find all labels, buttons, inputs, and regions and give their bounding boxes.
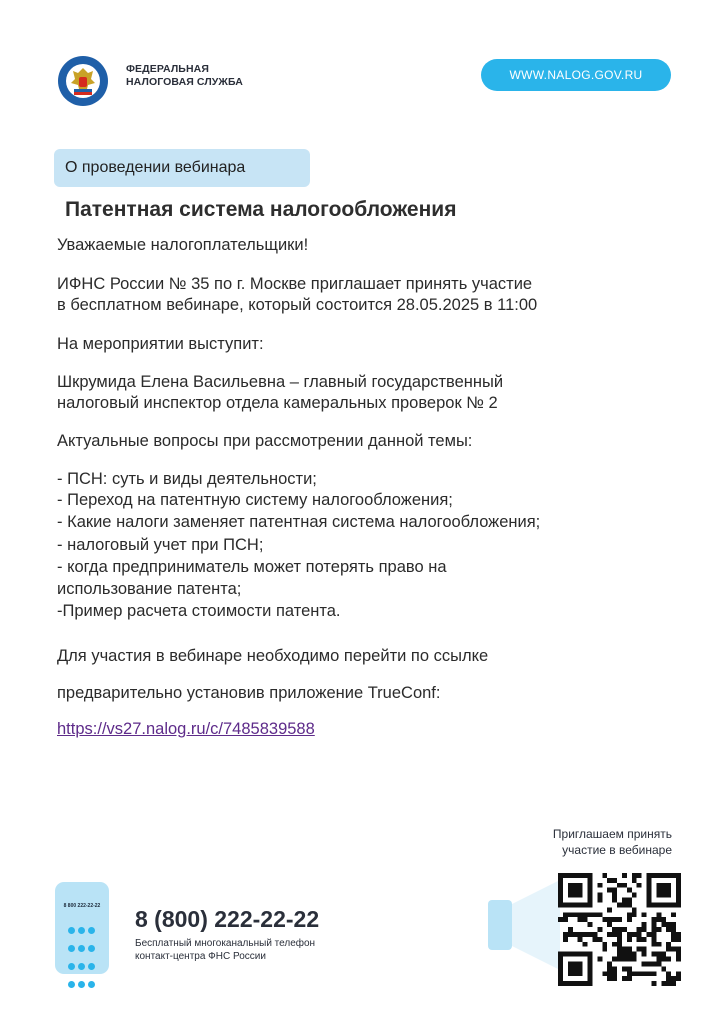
topic-item: - Какие налоги заменяет патентная система налогообложения; bbox=[57, 513, 541, 531]
org-name bbox=[126, 63, 243, 89]
section-tag: О проведении вебинара bbox=[54, 149, 310, 187]
topic-item: - налоговый учет при ПСН; bbox=[57, 536, 264, 554]
invite-line-2: в бесплатном вебинаре, который состоится 28.05.2025 в 11:00 bbox=[57, 296, 538, 314]
topic-item: -Пример расчета стоимости патента. bbox=[57, 602, 341, 620]
webinar-link[interactable]: https://vs27.nalog.ru/c/7485839588 bbox=[57, 720, 315, 738]
speaker-intro: На мероприятии выступит: bbox=[57, 335, 264, 353]
qr-caption-line1: Приглашаем принять bbox=[552, 827, 672, 841]
phone-mini-number: 8 800 222-22-22 bbox=[63, 903, 101, 909]
page-title: Патентная система налогообложения bbox=[65, 198, 457, 221]
topics-intro: Актуальные вопросы при рассмотрении данной темы: bbox=[57, 432, 473, 450]
fns-emblem-icon bbox=[57, 55, 109, 107]
speaker-line-2: налоговый инспектор отдела камеральных проверок № 2 bbox=[57, 394, 498, 412]
qr-code-icon[interactable] bbox=[558, 873, 681, 986]
website-button[interactable]: WWW.NALOG.GOV.RU bbox=[481, 59, 671, 91]
invite-line-1: ИФНС России № 35 по г. Москве приглашает принять участие bbox=[57, 275, 533, 293]
org-name-line1: ФЕДЕРАЛЬНАЯ bbox=[126, 63, 209, 75]
org-name-line2: НАЛОГОВАЯ СЛУЖБА bbox=[126, 76, 243, 88]
install-text: предварительно установив приложение TrueConf: bbox=[57, 684, 441, 702]
topic-item: использование патента; bbox=[57, 580, 242, 598]
hotline-desc-line2: контакт-центра ФНС России bbox=[135, 951, 266, 962]
keypad-icon bbox=[66, 922, 98, 994]
topic-item: - когда предприниматель может потерять право на bbox=[57, 558, 447, 576]
hotline-description bbox=[135, 937, 315, 963]
phone-icon bbox=[55, 882, 109, 974]
participation-text: Для участия в вебинаре необходимо перейти по ссылке bbox=[57, 647, 489, 665]
scanning-phone-icon bbox=[488, 900, 512, 950]
hotline-desc-line1: Бесплатный многоканальный телефон bbox=[135, 938, 316, 949]
topic-item: - Переход на патентную систему налогообложения; bbox=[57, 491, 453, 509]
qr-caption bbox=[500, 826, 672, 858]
speaker-line-1: Шкрумида Елена Васильевна – главный государственный bbox=[57, 373, 504, 391]
hotline-number[interactable]: 8 (800) 222-22-22 bbox=[135, 906, 320, 932]
topic-item: - ПСН: суть и виды деятельности; bbox=[57, 470, 317, 488]
greeting: Уважаемые налогоплательщики! bbox=[57, 236, 309, 254]
qr-caption-line2: участие в вебинаре bbox=[562, 843, 672, 857]
